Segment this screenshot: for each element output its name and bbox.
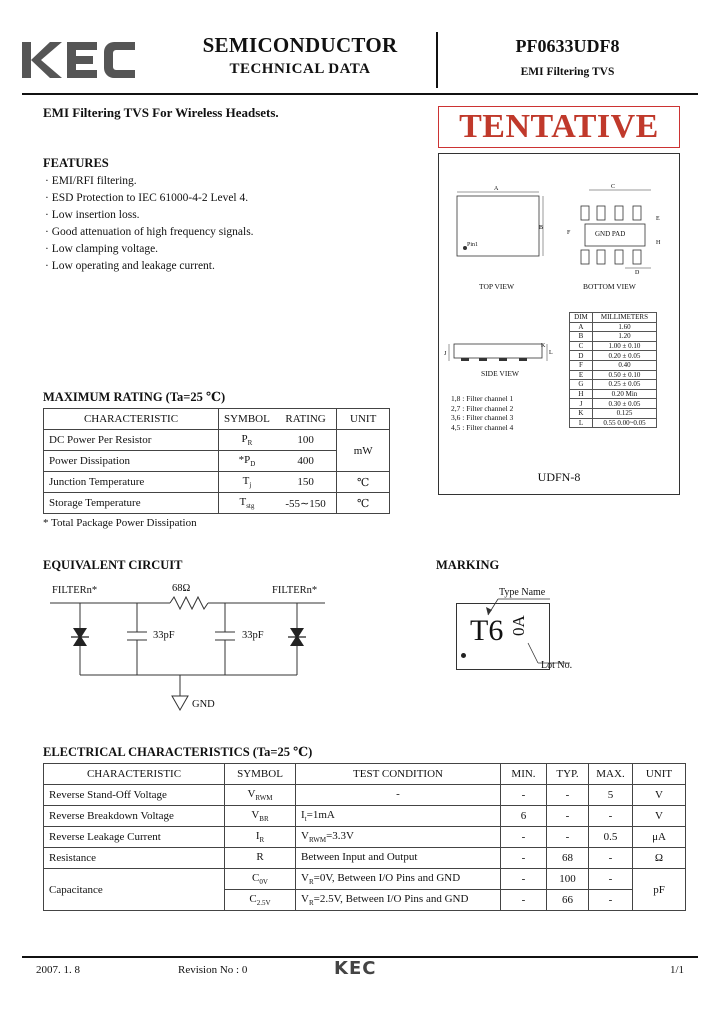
- capacitor2-label: 33pF: [242, 630, 264, 641]
- dim-header: DIM: [570, 313, 593, 323]
- dimension-row: H 0.20 Min: [570, 389, 657, 399]
- features-list: [45, 173, 405, 275]
- dimension-row: K 0.125: [570, 408, 657, 418]
- dimension-row: F 0.40: [570, 360, 657, 370]
- pin-legend: [451, 394, 513, 432]
- svg-text:K: K: [541, 343, 546, 349]
- document-subtitle: EMI Filtering TVS For Wireless Headsets.: [43, 105, 279, 120]
- feature-item: · ESD Protection to IEC 61000-4-2 Level 4.: [45, 192, 249, 204]
- pin-legend-item: 1,8 : Filter channel 1: [451, 394, 514, 403]
- svg-text:A: A: [494, 186, 499, 192]
- part-description: EMI Filtering TVS: [520, 66, 615, 78]
- svg-text:L: L: [549, 350, 553, 356]
- mm-header: MILLIMETERS: [592, 313, 656, 323]
- max-rating-row: DC Power Per Resistor $P_R$ 100 mW: [44, 430, 390, 451]
- max-rating-header-row: CHARACTERISTIC SYMBOL RATING UNIT: [44, 409, 390, 430]
- svg-text:C: C: [611, 184, 616, 190]
- max-rating-title: MAXIMUM RATING (Ta=25 ℃): [43, 390, 226, 404]
- dimension-row: C 1.00 ± 0.10: [570, 341, 657, 351]
- type-name-label: Type Name: [499, 587, 546, 598]
- feature-item: · EMI/RFI filtering.: [45, 175, 137, 187]
- pin1-dot: [461, 653, 466, 658]
- resistor-label: 68Ω: [172, 583, 191, 594]
- dimension-row: D 0.20 ± 0.05: [570, 351, 657, 361]
- dimension-row: G 0.25 ± 0.05: [570, 380, 657, 390]
- dimension-row: L 0.55 0.00~0.05: [570, 418, 657, 428]
- tentative-stamp: TENTATIVE: [438, 106, 680, 148]
- max-rating-row: Junction Temperature $T_j$ 150 ℃: [44, 472, 390, 493]
- electrical-row: Resistance R Between Input and Output - 68 - Ω: [44, 848, 686, 869]
- electrical-table: [43, 763, 686, 911]
- gnd-pad-label: GND PAD: [595, 230, 626, 238]
- filter-output-label: FILTERn*: [272, 585, 318, 596]
- pin1-label: Pin1: [467, 242, 479, 248]
- svg-text:D: D: [635, 270, 640, 276]
- dimension-header-row: [570, 313, 657, 323]
- dimension-row: B 1.20: [570, 332, 657, 342]
- marking-lot-code: 0A: [509, 615, 528, 636]
- bottom-view-label: BOTTOM VIEW: [583, 282, 636, 291]
- max-rating-row: Power Dissipation $*P_D$ 400: [44, 451, 390, 472]
- pin-legend-item: 3,6 : Filter channel 3: [451, 413, 514, 422]
- svg-text:H: H: [656, 240, 661, 246]
- feature-item: · Good attenuation of high frequency signals.: [45, 226, 254, 238]
- marking-type-code: T6: [470, 614, 504, 647]
- electrical-row: Reverse Leakage Current $I_R$ $V_{RWM}=3.3V$ - - 0.5 μA: [44, 827, 686, 848]
- svg-text:J: J: [444, 351, 447, 357]
- svg-text:B: B: [539, 225, 544, 231]
- footer-date: 2007. 1. 8: [36, 964, 80, 976]
- pin-legend-item: 4,5 : Filter channel 4: [451, 422, 514, 432]
- footer-page: 1/1: [670, 964, 685, 976]
- max-rating-footnote: * Total Package Power Dissipation: [43, 517, 197, 529]
- package-name: UDFN-8: [537, 470, 581, 484]
- marking-title: MARKING: [436, 558, 500, 572]
- dimension-table: [569, 312, 657, 428]
- header-rule: [22, 93, 698, 95]
- header-divider: [436, 32, 438, 88]
- dimension-row: A 1.60: [570, 322, 657, 332]
- feature-item: · Low insertion loss.: [45, 209, 140, 221]
- kec-logo: [22, 40, 136, 80]
- footer-logo: KEC: [334, 958, 377, 979]
- feature-item: · Low clamping voltage.: [45, 243, 159, 255]
- dimension-row: J 0.30 ± 0.05: [570, 399, 657, 409]
- equivalent-circuit-diagram: [40, 578, 340, 718]
- company-line1: SEMICONDUCTOR: [202, 33, 398, 57]
- pin-legend-item: 2,7 : Filter channel 2: [451, 403, 514, 413]
- gnd-label: GND: [192, 699, 215, 710]
- side-view-label: SIDE VIEW: [481, 369, 519, 378]
- electrical-row: Reverse Stand-Off Voltage $V_{RWM}$ - - - 5 V: [44, 785, 686, 806]
- svg-text:E: E: [656, 216, 660, 222]
- electrical-row: Reverse Breakdown Voltage $V_{BR}$ $I_t=1mA$ 6 - - V: [44, 806, 686, 827]
- capacitor1-label: 33pF: [153, 630, 175, 641]
- max-rating-table: [43, 408, 390, 514]
- feature-item: · Low operating and leakage current.: [45, 260, 215, 272]
- package-outline-box: [438, 153, 680, 495]
- footer-revision: Revision No : 0: [178, 964, 248, 976]
- svg-text:F: F: [567, 230, 571, 236]
- equivalent-circuit-title: EQUIVALENT CIRCUIT: [43, 558, 183, 572]
- electrical-row: $C_{2.5V}$ $V_R=2.5V$, Between I/O Pins and GND - 66 -: [44, 890, 686, 911]
- company-line2: TECHNICAL DATA: [229, 61, 371, 77]
- dimension-row: E 0.50 ± 0.10: [570, 370, 657, 380]
- electrical-row: Capacitance $C_{0V}$ $V_R=0V$, Between I/O Pins and GND - 100 - pF: [44, 869, 686, 890]
- features-title: FEATURES: [43, 156, 109, 170]
- top-view-label: TOP VIEW: [479, 282, 515, 291]
- lot-number-label: Lot No.: [541, 660, 573, 671]
- part-number: PF0633UDF8: [515, 36, 620, 56]
- electrical-header-row: CHARACTERISTIC SYMBOL TEST CONDITION MIN. TYP. MAX. UNIT: [44, 764, 686, 785]
- electrical-title: ELECTRICAL CHARACTERISTICS (Ta=25 ℃): [43, 745, 313, 759]
- filter-input-label: FILTERn*: [52, 585, 98, 596]
- max-rating-row: Storage Temperature $T_{stg}$ -55∼150 ℃: [44, 493, 390, 514]
